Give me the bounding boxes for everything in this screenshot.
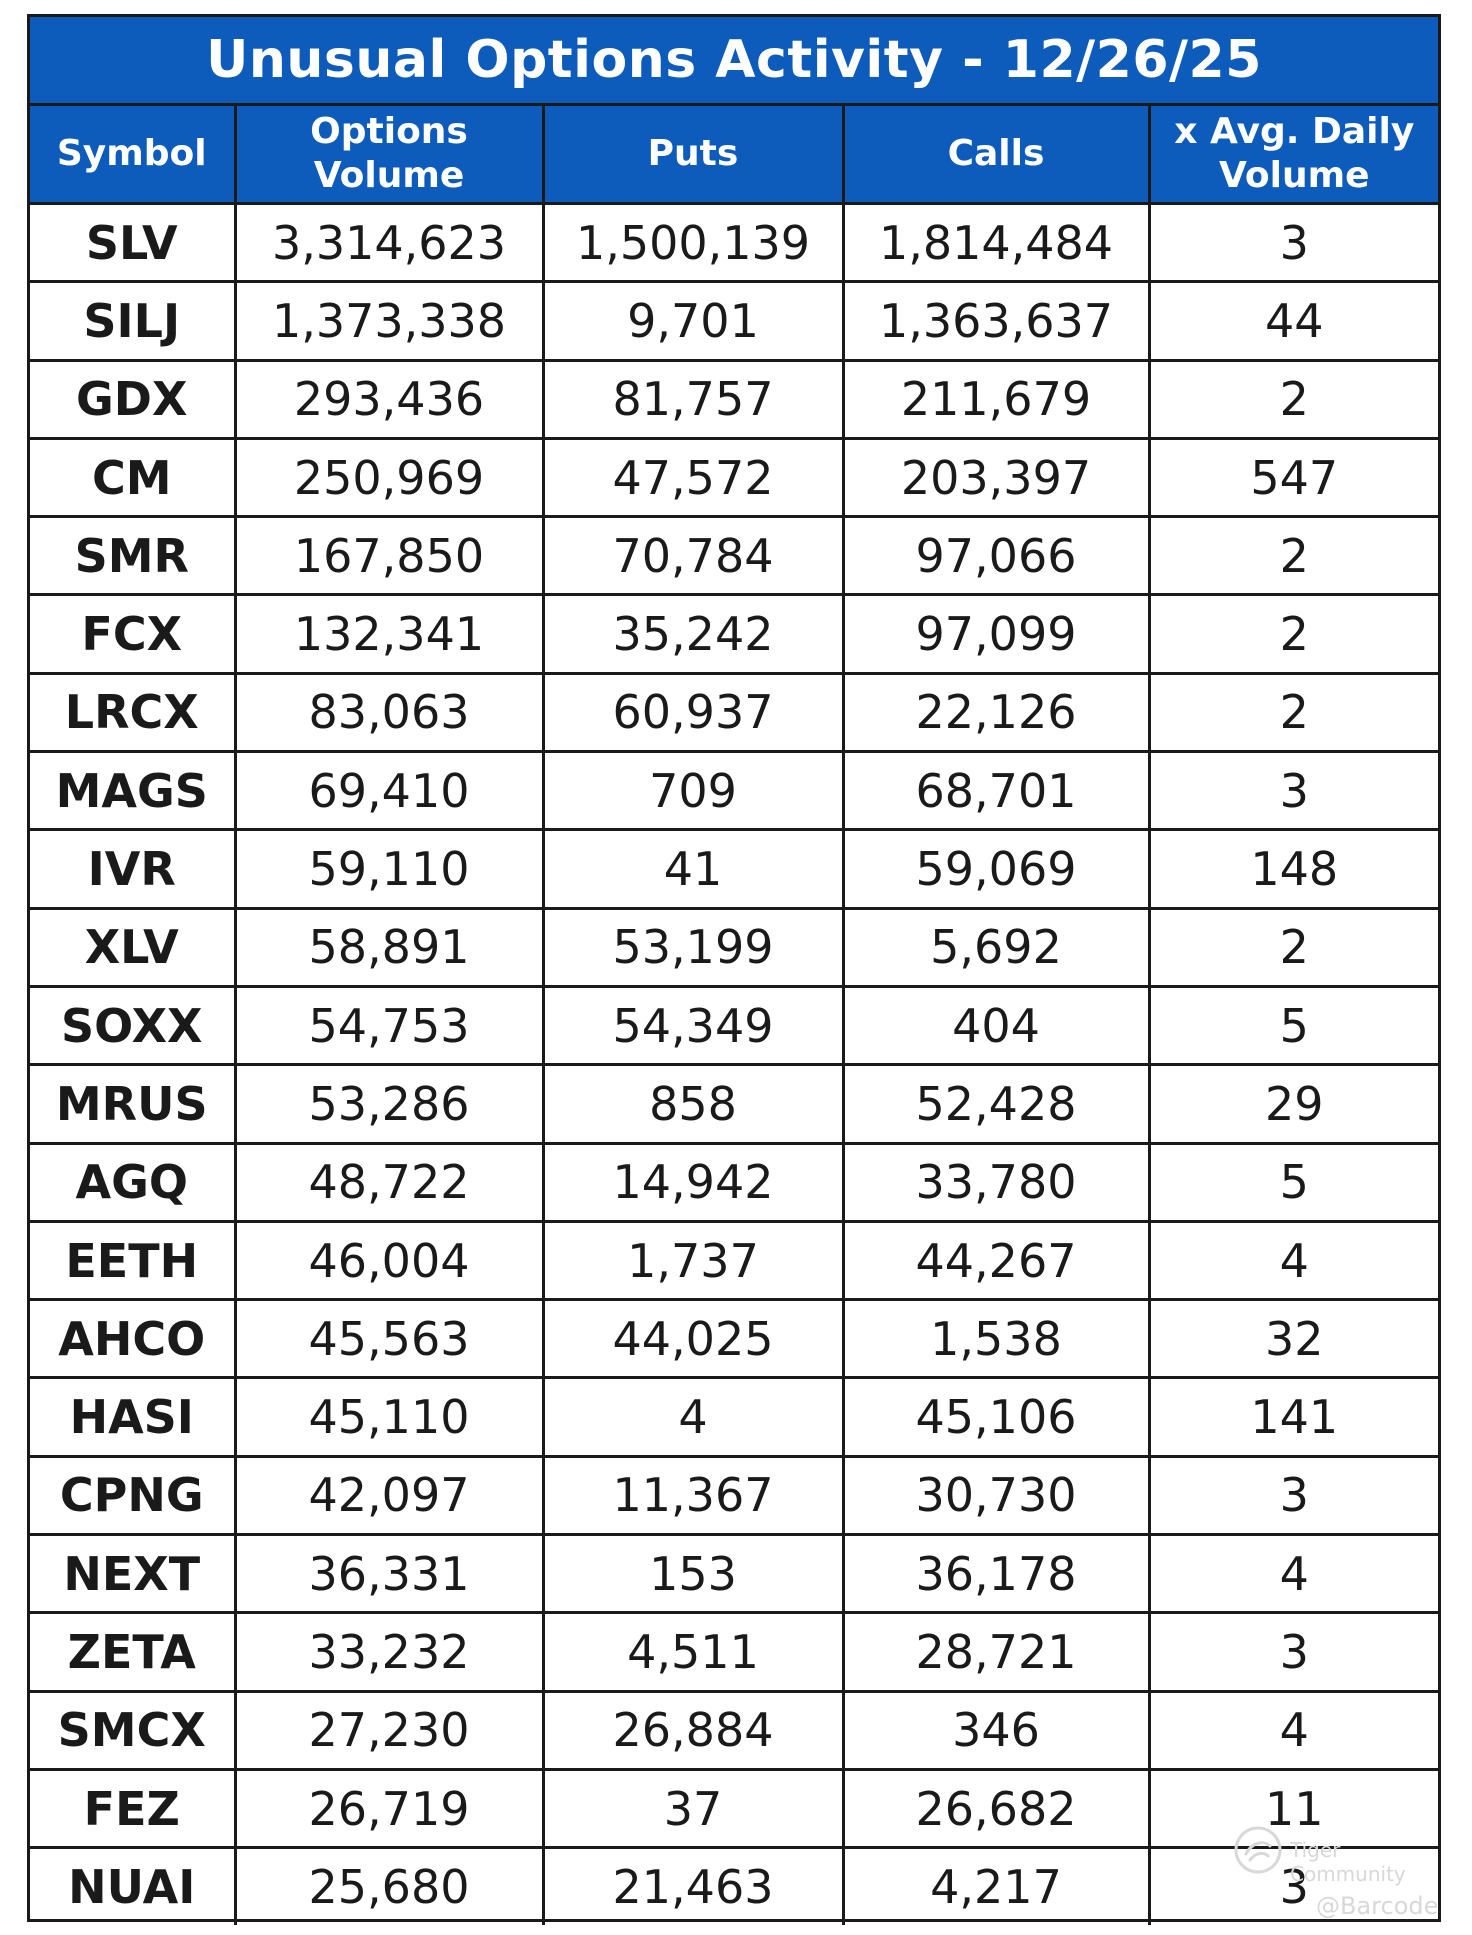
cell-puts: 4,511 <box>543 1613 843 1691</box>
cell-symbol: CM <box>30 438 235 516</box>
cell-x-avg-daily-volume: 32 <box>1149 1300 1438 1378</box>
cell-symbol: LRCX <box>30 673 235 751</box>
cell-x-avg-daily-volume: 4 <box>1149 1691 1438 1769</box>
cell-options-volume: 54,753 <box>235 986 543 1064</box>
cell-symbol: ZETA <box>30 1613 235 1691</box>
cell-symbol: FCX <box>30 595 235 673</box>
column-header-puts: Puts <box>543 106 843 204</box>
cell-options-volume: 293,436 <box>235 360 543 438</box>
cell-puts: 153 <box>543 1535 843 1613</box>
table-row <box>30 1221 1438 1299</box>
cell-symbol: CPNG <box>30 1456 235 1534</box>
table-title: Unusual Options Activity - 12/26/25 <box>30 17 1438 106</box>
cell-calls: 68,701 <box>843 752 1149 830</box>
cell-puts: 1,737 <box>543 1221 843 1299</box>
cell-puts: 21,463 <box>543 1848 843 1925</box>
table-row <box>30 1065 1438 1143</box>
cell-puts: 1,500,139 <box>543 204 843 282</box>
cell-symbol: AHCO <box>30 1300 235 1378</box>
table-row <box>30 673 1438 751</box>
cell-symbol: MAGS <box>30 752 235 830</box>
cell-calls: 211,679 <box>843 360 1149 438</box>
cell-x-avg-daily-volume: 3 <box>1149 204 1438 282</box>
table-row <box>30 1691 1438 1769</box>
table-row <box>30 986 1438 1064</box>
cell-options-volume: 45,563 <box>235 1300 543 1378</box>
table-row <box>30 1456 1438 1534</box>
cell-options-volume: 48,722 <box>235 1143 543 1221</box>
table-row <box>30 1769 1438 1847</box>
cell-calls: 45,106 <box>843 1378 1149 1456</box>
cell-options-volume: 167,850 <box>235 517 543 595</box>
cell-options-volume: 3,314,623 <box>235 204 543 282</box>
table-row <box>30 360 1438 438</box>
cell-calls: 97,066 <box>843 517 1149 595</box>
table-row <box>30 908 1438 986</box>
cell-puts: 35,242 <box>543 595 843 673</box>
cell-calls: 97,099 <box>843 595 1149 673</box>
table-row <box>30 204 1438 282</box>
column-header-avg-daily-line2: Volume <box>1218 155 1370 196</box>
cell-x-avg-daily-volume: 547 <box>1149 438 1438 516</box>
cell-puts: 41 <box>543 830 843 908</box>
cell-calls: 346 <box>843 1691 1149 1769</box>
cell-x-avg-daily-volume: 2 <box>1149 595 1438 673</box>
cell-puts: 47,572 <box>543 438 843 516</box>
cell-calls: 26,682 <box>843 1769 1149 1847</box>
table-row <box>30 752 1438 830</box>
column-header-avg-daily-line1: x Avg. Daily <box>1174 111 1415 152</box>
cell-puts: 53,199 <box>543 908 843 986</box>
cell-puts: 81,757 <box>543 360 843 438</box>
cell-calls: 28,721 <box>843 1613 1149 1691</box>
watermark-brand: Tiger Community <box>1290 1838 1406 1886</box>
cell-options-volume: 250,969 <box>235 438 543 516</box>
cell-options-volume: 1,373,338 <box>235 282 543 360</box>
options-activity-table <box>30 106 1438 1925</box>
column-header-options-volume-line2: Volume <box>313 155 465 196</box>
cell-options-volume: 33,232 <box>235 1613 543 1691</box>
watermark-handle: @Barcode <box>1316 1892 1439 1920</box>
column-header-x-avg-daily-volume <box>1149 106 1438 204</box>
cell-options-volume: 132,341 <box>235 595 543 673</box>
cell-calls: 33,780 <box>843 1143 1149 1221</box>
cell-symbol: SILJ <box>30 282 235 360</box>
cell-calls: 52,428 <box>843 1065 1149 1143</box>
cell-options-volume: 45,110 <box>235 1378 543 1456</box>
cell-symbol: SMR <box>30 517 235 595</box>
cell-options-volume: 83,063 <box>235 673 543 751</box>
cell-x-avg-daily-volume: 3 <box>1149 752 1438 830</box>
cell-symbol: XLV <box>30 908 235 986</box>
cell-x-avg-daily-volume: 5 <box>1149 986 1438 1064</box>
cell-puts: 54,349 <box>543 986 843 1064</box>
cell-x-avg-daily-volume: 29 <box>1149 1065 1438 1143</box>
cell-calls: 5,692 <box>843 908 1149 986</box>
cell-puts: 44,025 <box>543 1300 843 1378</box>
cell-x-avg-daily-volume: 2 <box>1149 360 1438 438</box>
cell-x-avg-daily-volume: 4 <box>1149 1221 1438 1299</box>
cell-x-avg-daily-volume: 2 <box>1149 908 1438 986</box>
cell-calls: 404 <box>843 986 1149 1064</box>
cell-x-avg-daily-volume: 3 <box>1149 1456 1438 1534</box>
cell-symbol: NUAI <box>68 1859 196 1914</box>
cell-x-avg-daily-volume: 11 <box>1149 1769 1438 1847</box>
cell-symbol: IVR <box>30 830 235 908</box>
cell-puts: 4 <box>543 1378 843 1456</box>
cell-puts: 26,884 <box>543 1691 843 1769</box>
cell-x-avg-daily-volume: 141 <box>1149 1378 1438 1456</box>
cell-calls: 203,397 <box>843 438 1149 516</box>
cell-puts: 11,367 <box>543 1456 843 1534</box>
table-row <box>30 517 1438 595</box>
cell-symbol: EETH <box>30 1221 235 1299</box>
cell-options-volume: 59,110 <box>235 830 543 908</box>
cell-x-avg-daily-volume: 44 <box>1149 282 1438 360</box>
cell-options-volume: 69,410 <box>235 752 543 830</box>
cell-puts: 60,937 <box>543 673 843 751</box>
table-row <box>30 1848 1438 1925</box>
column-header-symbol: Symbol <box>30 106 235 204</box>
cell-x-avg-daily-volume: 5 <box>1149 1143 1438 1221</box>
cell-options-volume: 58,891 <box>235 908 543 986</box>
table-row <box>30 1143 1438 1221</box>
table-row <box>30 438 1438 516</box>
cell-calls: 22,126 <box>843 673 1149 751</box>
cell-symbol: HASI <box>30 1378 235 1456</box>
cell-calls: 44,267 <box>843 1221 1149 1299</box>
table-body <box>30 204 1438 1925</box>
table-row <box>30 595 1438 673</box>
cell-options-volume: 27,230 <box>235 1691 543 1769</box>
cell-symbol: AGQ <box>30 1143 235 1221</box>
header-row <box>30 106 1438 204</box>
table-row <box>30 282 1438 360</box>
cell-x-avg-daily-volume: 3 <box>1149 1848 1438 1925</box>
cell-calls: 1,814,484 <box>843 204 1149 282</box>
cell-calls: 59,069 <box>843 830 1149 908</box>
cell-options-volume: 26,719 <box>235 1769 543 1847</box>
cell-options-volume: 25,680 <box>235 1848 543 1925</box>
column-header-calls: Calls <box>843 106 1149 204</box>
cell-x-avg-daily-volume: 4 <box>1149 1535 1438 1613</box>
cell-puts: 709 <box>543 752 843 830</box>
cell-calls: 30,730 <box>843 1456 1149 1534</box>
cell-calls: 4,217 <box>843 1848 1149 1925</box>
cell-options-volume: 42,097 <box>235 1456 543 1534</box>
cell-options-volume: 36,331 <box>235 1535 543 1613</box>
table-row <box>30 1300 1438 1378</box>
table-row <box>30 1535 1438 1613</box>
column-header-options-volume-line1: Options <box>310 111 468 152</box>
cell-x-avg-daily-volume: 148 <box>1149 830 1438 908</box>
cell-options-volume: 53,286 <box>235 1065 543 1143</box>
cell-symbol: SLV <box>30 204 235 282</box>
cell-puts: 9,701 <box>543 282 843 360</box>
cell-symbol: NEXT <box>30 1535 235 1613</box>
cell-symbol: FEZ <box>30 1769 235 1847</box>
cell-symbol: MRUS <box>30 1065 235 1143</box>
cell-symbol: SMCX <box>30 1691 235 1769</box>
cell-x-avg-daily-volume: 2 <box>1149 673 1438 751</box>
cell-x-avg-daily-volume: 2 <box>1149 517 1438 595</box>
cell-puts: 858 <box>543 1065 843 1143</box>
cell-puts: 37 <box>543 1769 843 1847</box>
table-row <box>30 830 1438 908</box>
cell-calls: 1,363,637 <box>843 282 1149 360</box>
cell-symbol: SOXX <box>30 986 235 1064</box>
cell-calls: 1,538 <box>843 1300 1149 1378</box>
cell-puts: 70,784 <box>543 517 843 595</box>
cell-symbol: GDX <box>30 360 235 438</box>
column-header-options-volume <box>235 106 543 204</box>
table-row <box>30 1378 1438 1456</box>
cell-x-avg-daily-volume: 3 <box>1149 1613 1438 1691</box>
cell-calls: 36,178 <box>843 1535 1149 1613</box>
cell-puts: 14,942 <box>543 1143 843 1221</box>
table-row <box>30 1613 1438 1691</box>
options-activity-table-card <box>27 14 1441 1922</box>
cell-options-volume: 46,004 <box>235 1221 543 1299</box>
